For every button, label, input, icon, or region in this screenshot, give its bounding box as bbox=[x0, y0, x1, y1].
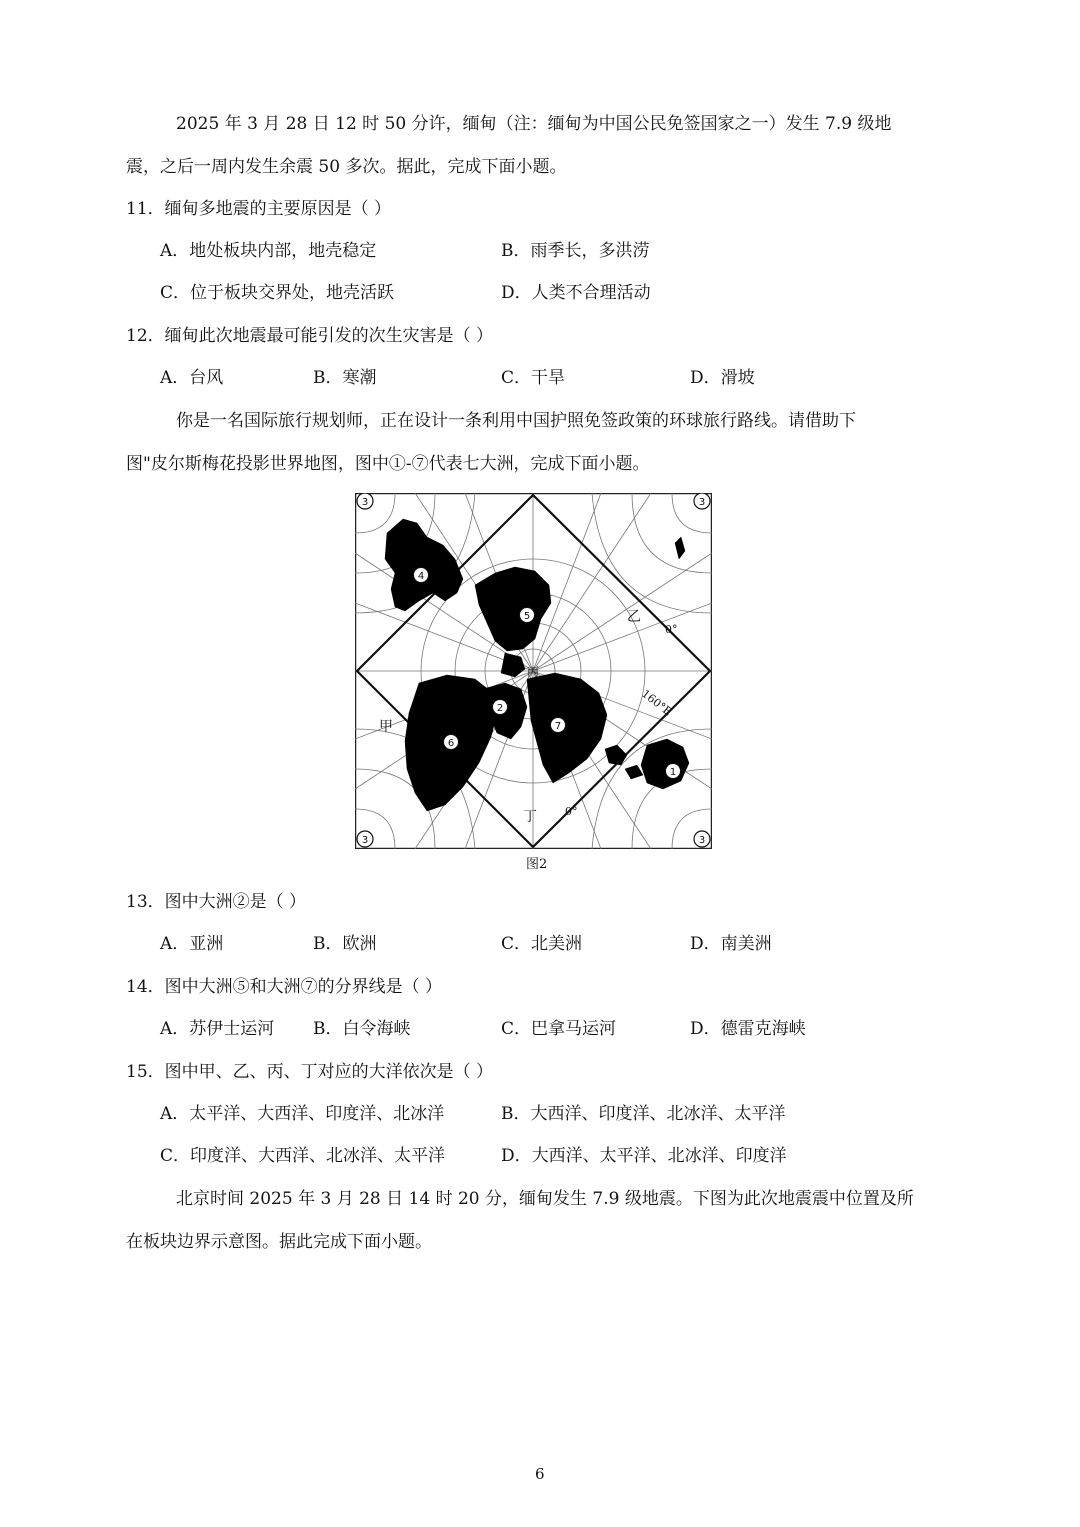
q13-option-c[interactable]: C．北美洲 bbox=[501, 934, 583, 954]
intro3-line1: 北京时间 2025 年 3 月 28 日 14 时 20 分，缅甸发生 7.9 级地震。下图为此次地震震中位置及所 bbox=[176, 1189, 914, 1209]
q15-option-a[interactable]: A．太平洋、大西洋、印度洋、北冰洋 bbox=[160, 1104, 445, 1124]
intro3-line2: 在板块边界示意图。据此完成下面小题。 bbox=[126, 1232, 432, 1252]
q14-option-c[interactable]: C．巴拿马运河 bbox=[501, 1019, 617, 1039]
label-ocean-jia: 甲 bbox=[379, 719, 393, 735]
q13-stem: 13．图中大洲②是（ ） bbox=[126, 892, 307, 912]
label-continent-3-tr: 3 bbox=[698, 497, 706, 508]
label-continent-3-bl: 3 bbox=[361, 835, 369, 846]
q12-stem: 12．缅甸此次地震最可能引发的次生灾害是（ ） bbox=[126, 326, 494, 346]
q12-option-c[interactable]: C．干旱 bbox=[501, 368, 566, 388]
peirce-quincuncial-map bbox=[355, 493, 712, 849]
q15-option-d[interactable]: D．大西洋、太平洋、北冰洋、印度洋 bbox=[501, 1146, 787, 1166]
label-continent-4: 4 bbox=[417, 571, 425, 582]
q11-option-b[interactable]: B．雨季长，多洪涝 bbox=[501, 241, 650, 261]
label-meridian-0-bottom: 0° bbox=[565, 805, 578, 818]
label-ocean-yi: 乙 bbox=[627, 609, 641, 625]
q14-stem: 14．图中大洲⑤和大洲⑦的分界线是（ ） bbox=[126, 977, 443, 997]
label-continent-6: 6 bbox=[447, 738, 455, 749]
label-continent-5: 5 bbox=[523, 611, 531, 622]
q13-option-a[interactable]: A．亚洲 bbox=[160, 934, 224, 954]
label-continent-2: 2 bbox=[496, 703, 504, 714]
intro1-line1: 2025 年 3 月 28 日 12 时 50 分许，缅甸（注：缅甸为中国公民免签国家之一）发生 7.9 级地 bbox=[176, 114, 892, 134]
q11-option-c[interactable]: C．位于板块交界处，地壳活跃 bbox=[160, 283, 395, 303]
intro1-line2: 震，之后一周内发生余震 50 多次。据此，完成下面小题。 bbox=[126, 157, 567, 177]
q15-stem: 15．图中甲、乙、丙、丁对应的大洋依次是（ ） bbox=[126, 1062, 494, 1082]
q14-option-a[interactable]: A．苏伊士运河 bbox=[160, 1019, 275, 1039]
label-ocean-bing: 丙 bbox=[527, 665, 540, 679]
q13-option-b[interactable]: B．欧洲 bbox=[313, 934, 377, 954]
label-continent-3-tl: 3 bbox=[361, 497, 369, 508]
q15-option-c[interactable]: C．印度洋、大西洋、北冰洋、太平洋 bbox=[160, 1146, 446, 1166]
q13-option-d[interactable]: D．南美洲 bbox=[690, 934, 772, 954]
q14-option-b[interactable]: B．白令海峡 bbox=[313, 1019, 411, 1039]
label-meridian-160e: 160°E bbox=[639, 687, 675, 719]
q12-option-d[interactable]: D．滑坡 bbox=[690, 368, 755, 388]
intro2-line2: 图"皮尔斯梅花投影世界地图，图中①-⑦代表七大洲，完成下面小题。 bbox=[126, 454, 650, 474]
q11-option-a[interactable]: A．地处板块内部，地壳稳定 bbox=[160, 241, 377, 261]
label-continent-1: 1 bbox=[669, 767, 677, 778]
label-continent-3-br: 3 bbox=[698, 835, 706, 846]
q14-option-d[interactable]: D．德雷克海峡 bbox=[690, 1019, 806, 1039]
intro2-line1: 你是一名国际旅行规划师，正在设计一条利用中国护照免签政策的环球旅行路线。请借助下 bbox=[176, 411, 856, 431]
label-ocean-ding: 丁 bbox=[523, 809, 537, 825]
figure-caption: 图2 bbox=[526, 857, 548, 872]
q11-option-d[interactable]: D．人类不合理活动 bbox=[501, 283, 651, 303]
label-meridian-0-top: 0° bbox=[665, 623, 678, 636]
q12-option-a[interactable]: A．台风 bbox=[160, 368, 224, 388]
page-number: 6 bbox=[535, 1465, 545, 1483]
q15-option-b[interactable]: B．大西洋、印度洋、北冰洋、太平洋 bbox=[501, 1104, 786, 1124]
label-continent-7: 7 bbox=[554, 721, 562, 732]
q12-option-b[interactable]: B．寒潮 bbox=[313, 368, 377, 388]
q11-stem: 11．缅甸多地震的主要原因是（ ） bbox=[126, 199, 392, 219]
